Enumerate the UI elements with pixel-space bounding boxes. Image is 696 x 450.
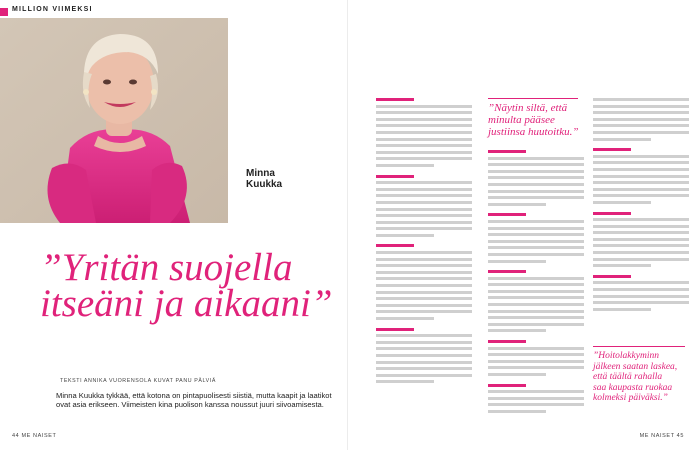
pull-quote-1: ”Näytin siltä, että minulta pääsee justiinsa huutoitku.” (488, 102, 579, 138)
pull-quote-2: ”Hoitolakkyminn jälkeen saatan laskea, että täältä rahalla saa kaupasta ruokaa kolmeksi päiväksi.” (593, 351, 678, 403)
page-number-right: ME NAISET 45 (639, 433, 684, 439)
section-marker (0, 8, 8, 16)
text-column-3 (593, 98, 689, 314)
text-column-1 (376, 98, 472, 387)
text-column-2 (488, 150, 584, 417)
portrait-illustration (0, 18, 228, 223)
portrait-photo (0, 18, 228, 223)
lead-paragraph: Minna Kuukka tykkää, että kotona on pintapuolisesti siistiä, mutta kaapit ja laatikot ovat asia erikseen. Viimeisten kina puolison kanssa noussut juuri siivoamisesta. (56, 391, 332, 410)
pull-quote-rule-1 (488, 98, 578, 99)
headline-quote: ”Yritän suojella itseäni ja aikaani” (40, 246, 333, 325)
byline: TEKSTI ANNIKA VUORENSOLA KUVAT PANU PÄLVIÄ (60, 378, 216, 384)
page-number-left: 44 ME NAISET (12, 433, 57, 439)
person-name: Minna Kuukka (246, 168, 283, 190)
pull-quote-rule-2 (593, 346, 685, 347)
section-label: MILLION VIIMEKSI (12, 6, 93, 13)
right-page (348, 0, 696, 450)
